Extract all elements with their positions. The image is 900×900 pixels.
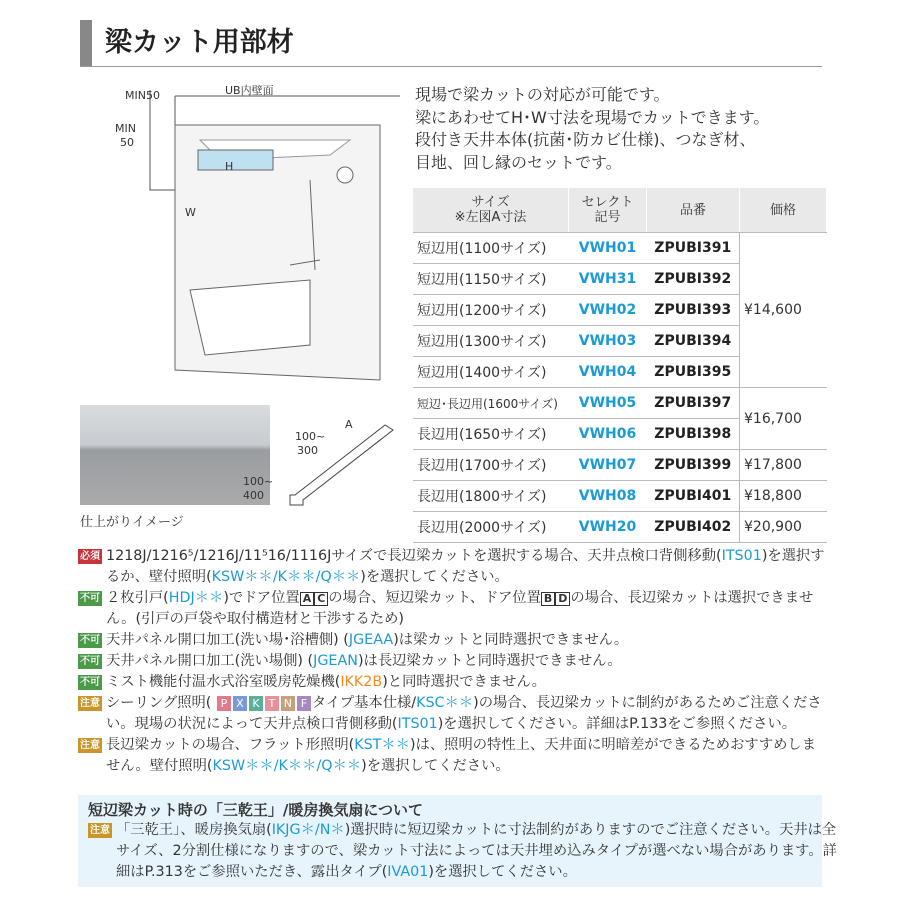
notes-list — [78, 546, 826, 777]
dim-a: A — [345, 418, 353, 431]
note-item — [78, 672, 826, 693]
table-row — [413, 388, 827, 419]
label-min50: MIN50 — [125, 89, 160, 102]
dim-100-400-b: 400 — [243, 489, 264, 502]
note-text: 「三乾王」、暖房換気扇( — [116, 822, 272, 838]
size-cell: 長辺用(1700サイズ) — [413, 450, 569, 481]
table-row — [413, 512, 827, 543]
label-ub-wall: UB内壁面 — [225, 84, 274, 97]
lighting-type-chip: F — [297, 696, 311, 711]
dim-100-300-b: 300 — [297, 444, 318, 457]
intro-line: 梁にあわせてH･W寸法を現場でカットできます。 — [415, 107, 770, 127]
price-cell: ¥14,600 — [740, 233, 827, 388]
price-cell: ¥20,900 — [740, 512, 827, 543]
label-w: W — [185, 206, 196, 219]
header-part-number: 品番 — [647, 188, 740, 233]
select-code-cell: VWH31 — [569, 264, 647, 295]
part-number-cell: ZPUBI391 — [647, 233, 740, 264]
lighting-type-chip: N — [281, 696, 295, 711]
note-item — [78, 693, 826, 735]
note-item — [78, 630, 826, 651]
label-50: 50 — [120, 136, 134, 149]
lighting-type-chip: T — [265, 696, 279, 711]
no-badge: 不可 — [80, 593, 100, 604]
size-cell: 短辺用(1400サイズ) — [413, 357, 569, 388]
info-note — [88, 820, 846, 883]
note-text: )と同時選択できません。 — [382, 674, 546, 690]
note-text: シーリング照明( — [106, 695, 216, 711]
table-row — [413, 233, 827, 264]
title-marker — [80, 20, 92, 66]
part-number-cell: ZPUBI398 — [647, 419, 740, 450]
door-position-box: B — [541, 592, 555, 606]
select-code-cell: VWH06 — [569, 419, 647, 450]
header-select-code: セレクト 記号 — [569, 188, 647, 233]
caution-badge: 注意 — [80, 698, 100, 709]
caution-badge: 注意 — [80, 740, 100, 751]
product-code: KSC＊＊ — [416, 695, 474, 711]
note-text: )を選択してください。 — [360, 569, 509, 585]
header-price: 価格 — [740, 188, 827, 233]
select-code-cell: VWH07 — [569, 450, 647, 481]
size-cell: 長辺用(1650サイズ) — [413, 419, 569, 450]
lighting-type-chip: X — [233, 696, 247, 711]
select-code-cell: VWH03 — [569, 326, 647, 357]
no-badge: 不可 — [80, 677, 100, 688]
note-text: タイプ基本仕様/ — [311, 695, 417, 711]
size-cell: 長辺用(1800サイズ) — [413, 481, 569, 512]
size-cell: 短辺用(1200サイズ) — [413, 295, 569, 326]
note-item — [78, 546, 826, 588]
part-number-cell: ZPUBI393 — [647, 295, 740, 326]
lighting-type-chip: K — [249, 696, 263, 711]
intro-line: 段付き天井本体(抗菌･防カビ仕様)、つなぎ材、 — [415, 130, 756, 149]
product-code: KSW＊＊/K＊＊/Q＊＊ — [212, 758, 362, 774]
note-text: )選択時に短辺梁カットに寸法制約がありますのでご注意ください。天井は全サイズ、2分割仕様になりますので、梁カット寸法によっては天井埋め込みタイプが選べない場合があります。詳細はP.313をご参照いただき、露出タイプ( — [116, 822, 837, 880]
note-text: ミスト機能付温水式浴室暖房乾燥機( — [106, 674, 341, 690]
part-number-cell: ZPUBI402 — [647, 512, 740, 543]
parts-table — [413, 188, 827, 543]
part-number-cell: ZPUBI394 — [647, 326, 740, 357]
product-code: ITS01 — [721, 548, 762, 564]
product-code: JGEAN — [313, 653, 358, 669]
price-cell: ¥17,800 — [740, 450, 827, 481]
size-cell: 短辺用(1100サイズ) — [413, 233, 569, 264]
note-text: )は長辺梁カットと同時選択できません。 — [357, 653, 622, 669]
product-code: IKJG＊/N＊ — [271, 822, 345, 838]
note-text: の場合、短辺梁カット、ドア位置 — [328, 590, 541, 606]
note-text: 長辺梁カットの場合、フラット形照明( — [106, 737, 355, 753]
product-code: KST＊＊ — [354, 737, 410, 753]
angle-piece-diagram — [235, 410, 400, 510]
intro-line: 目地、回し縁のセットです。 — [415, 152, 622, 172]
product-code: JGEAA — [348, 632, 394, 648]
part-number-cell: ZPUBI395 — [647, 357, 740, 388]
note-text: )は梁カットと同時選択できません。 — [393, 632, 629, 648]
dim-100-400-a: 100~ — [243, 475, 274, 488]
note-item — [78, 588, 826, 630]
note-text: )を選択してください。詳細はP.133をご参照ください。 — [437, 716, 797, 732]
product-code: IKK2B — [340, 674, 383, 690]
note-text: )は、照明の特性上、天井面に明暗差ができるためおすすめしません。壁付照明( — [106, 737, 817, 774]
size-cell: 短辺･長辺用(1600サイズ) — [413, 388, 569, 419]
label-h: H — [225, 160, 234, 173]
lighting-type-chip: P — [217, 696, 231, 711]
note-item — [78, 735, 826, 777]
size-cell: 短辺用(1150サイズ) — [413, 264, 569, 295]
no-badge: 不可 — [80, 635, 100, 646]
select-code-cell: VWH02 — [569, 295, 647, 326]
required-badge: 必須 — [80, 551, 100, 562]
select-code-cell: VWH20 — [569, 512, 647, 543]
note-text: )を選択するか、壁付照明( — [106, 548, 825, 585]
note-text: 1218J/1216⁵/1216J/11⁵16/1116Jサイズで長辺梁カットを選択する場合、天井点検口背側移動( — [106, 548, 722, 564]
note-text: )の場合、長辺梁カットに制約があるためご注意ください。現場の状況によって天井点検口背側移動( — [106, 695, 822, 732]
intro-line: 現場で梁カットの対応が可能です。 — [415, 85, 670, 104]
product-code: ITS01 — [397, 716, 438, 732]
product-code: IVA01 — [387, 864, 429, 880]
part-number-cell: ZPUBI401 — [647, 481, 740, 512]
label-min: MIN — [115, 122, 136, 135]
page-title: 梁カット用部材 — [105, 27, 294, 58]
door-position-box: D — [555, 592, 570, 606]
note-text: )を選択してください。 — [361, 758, 510, 774]
dim-100-300-a: 100~ — [295, 430, 326, 443]
select-code-cell: VWH08 — [569, 481, 647, 512]
note-item — [78, 651, 826, 672]
door-position-box: C — [314, 592, 328, 606]
info-title: 短辺梁カット時の「三乾王」/暖房換気扇について — [88, 801, 424, 819]
bathroom-diagram — [80, 80, 400, 400]
header-size: サイズ ※左図A寸法 — [413, 188, 569, 233]
product-code: HDJ＊＊ — [168, 590, 224, 606]
photo-caption: 仕上がりイメージ — [80, 515, 184, 530]
caution-badge: 注意 — [90, 825, 110, 836]
size-cell: 長辺用(2000サイズ) — [413, 512, 569, 543]
note-text: 天井パネル開口加工(洗い場側) ( — [106, 653, 314, 669]
select-code-cell: VWH01 — [569, 233, 647, 264]
note-text: )でドア位置 — [223, 590, 300, 606]
select-code-cell: VWH04 — [569, 357, 647, 388]
no-badge: 不可 — [80, 656, 100, 667]
note-text: の場合、長辺梁カットは選択できません。(引戸の戸袋や取付構造材と干渉するため) — [106, 590, 814, 627]
part-number-cell: ZPUBI397 — [647, 388, 740, 419]
part-number-cell: ZPUBI399 — [647, 450, 740, 481]
note-text: )を選択してください。 — [428, 864, 577, 880]
price-cell: ¥16,700 — [740, 388, 827, 450]
note-text: ２枚引戸( — [106, 590, 169, 606]
select-code-cell: VWH05 — [569, 388, 647, 419]
part-number-cell: ZPUBI392 — [647, 264, 740, 295]
intro-text — [415, 84, 835, 174]
product-code: KSW＊＊/K＊＊/Q＊＊ — [211, 569, 361, 585]
door-position-box: A — [300, 592, 315, 606]
beam-cut-highlight — [198, 150, 273, 170]
note-text: 天井パネル開口加工(洗い場･浴槽側) ( — [106, 632, 349, 648]
table-row — [413, 481, 827, 512]
price-cell: ¥18,800 — [740, 481, 827, 512]
table-row — [413, 450, 827, 481]
size-cell: 短辺用(1300サイズ) — [413, 326, 569, 357]
